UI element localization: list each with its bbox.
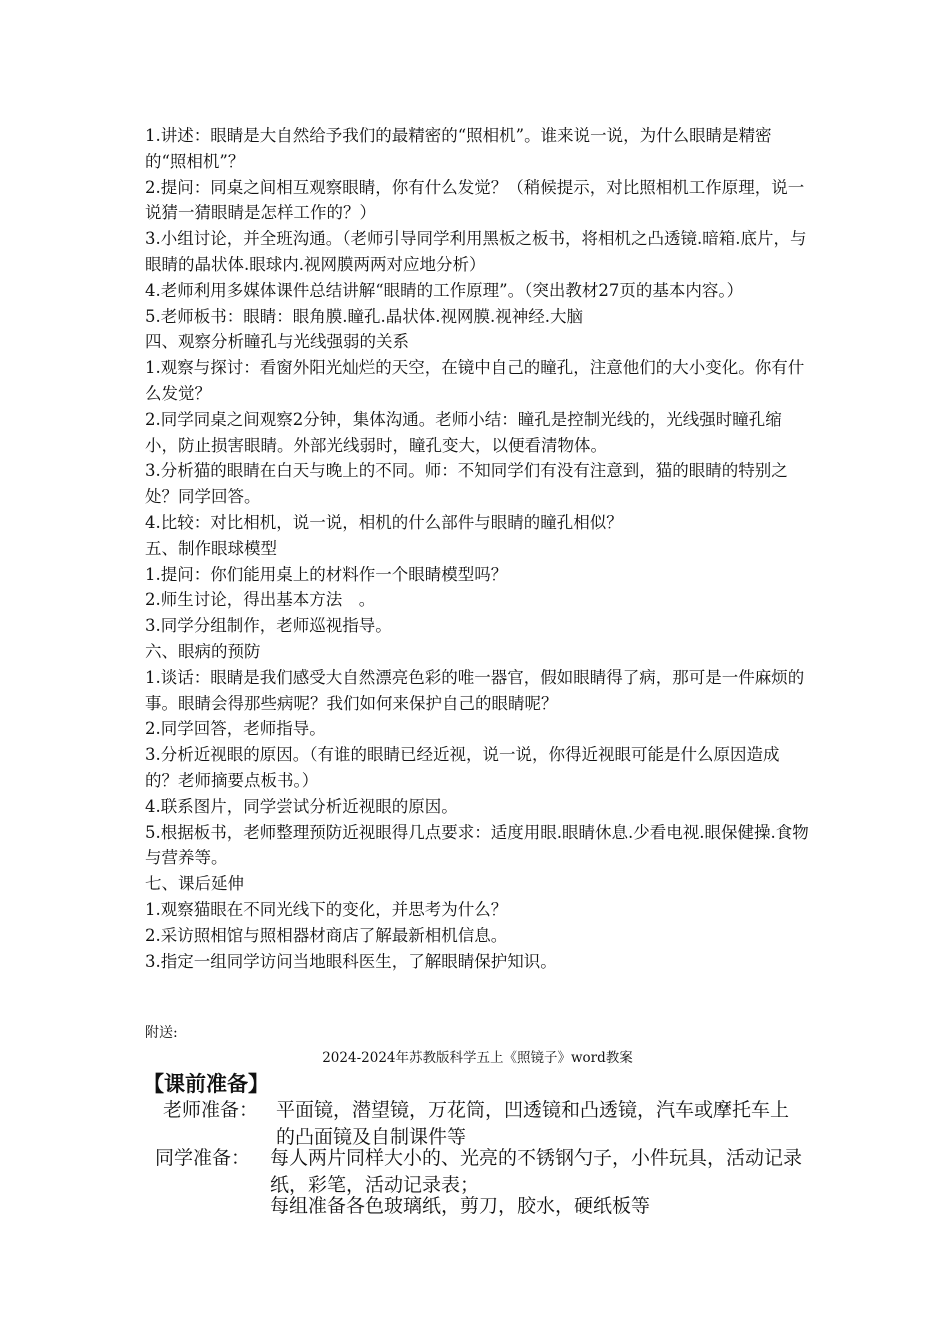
section-heading: 七、课后延伸 — [145, 874, 244, 894]
paragraph: 3.小组讨论，并全班沟通。（老师引导同学利用黑板之板书，将相机之凸透镜.暗箱.底片，与眼睛的晶状体.眼球内.视网膜两两对应地分析） — [145, 229, 807, 274]
paragraph: 3.同学分组制作，老师巡视指导。 — [145, 616, 392, 636]
paragraph: 3.分析猫的眼睛在白天与晚上的不同。师：不知同学们有没有注意到，猫的眼睛的特别之处？同学回答。 — [145, 461, 788, 507]
paragraph: 1.讲述：眼睛是大自然给予我们的最精密的“照相机”。谁来说一说，为什么眼睛是精密的“照相机”？ — [145, 126, 772, 171]
paragraph: 2.同学回答，老师指导。 — [145, 719, 326, 739]
paragraph: 1.谈话：眼睛是我们感受大自然漂亮色彩的唯一器官，假如眼睛得了病，那可是一件麻烦的事。眼睛会得那些病呢？我们如何来保护自己的眼睛呢？ — [145, 667, 805, 713]
attached-doc-title: 2024-2024年苏教版科学五上《照镜子》word教案 — [322, 1050, 633, 1066]
student-prep-label: 同学准备： — [155, 1147, 251, 1169]
paragraph: 5.老师板书：眼睛：眼角膜.瞳孔.晶状体.视网膜.视神经.大脑 — [145, 306, 583, 326]
student-prep-content: 每人两片同样大小的、光亮的不锈钢勺子，小件玩具，活动记录纸，彩笔，活动记录表； — [270, 1147, 803, 1196]
lesson-body — [145, 123, 810, 974]
attachment-label: 附送: — [145, 1025, 178, 1041]
paragraph: 4.比较：对比相机，说一说，相机的什么部件与眼睛的瞳孔相似？ — [145, 512, 623, 532]
prep-heading: 【课前准备】 — [143, 1072, 269, 1096]
paragraph: 4.老师利用多媒体课件总结讲解“眼睛的工作原理”。（突出教材27页的基本内容。） — [145, 280, 744, 300]
paragraph: 1.提问：你们能用桌上的材料作一个眼睛模型吗？ — [145, 564, 508, 584]
section-heading: 六、眼病的预防 — [145, 641, 261, 661]
paragraph: 5.根据板书，老师整理预防近视眼得几点要求：适度用眼.眼睛休息.少看电视.眼保健操.食物与营养等。 — [145, 822, 809, 868]
paragraph: 2.采访照相馆与照相器材商店了解最新相机信息。 — [145, 925, 508, 945]
teacher-prep-label: 老师准备： — [163, 1099, 259, 1121]
paragraph: 3.指定一组同学访问当地眼科医生，了解眼睛保护知识。 — [145, 951, 557, 971]
paragraph: 2.师生讨论，得出基本方法 。 — [145, 590, 376, 610]
section-heading: 五、制作眼球模型 — [145, 538, 277, 558]
section-heading: 四、观察分析瞳孔与光线强弱的关系 — [145, 332, 409, 352]
paragraph: 2.提问：同桌之间相互观察眼睛，你有什么发觉？（稍候提示，对比照相机工作原理，说一说猜一猜眼睛是怎样工作的？） — [145, 177, 805, 223]
teacher-prep-content: 平面镜，潜望镜，万花筒，凹透镜和凸透镜，汽车或摩托车上的凸面镜及自制课件等 — [276, 1099, 790, 1148]
paragraph: 3.分析近视眼的原因。（有谁的眼睛已经近视，说一说，你得近视眼可能是什么原因造成的？老师摘要点板书。） — [145, 745, 780, 790]
group-prep-content: 每组准备各色玻璃纸，剪刀，胶水，硬纸板等 — [270, 1195, 651, 1217]
paragraph: 1.观察与探讨：看窗外阳光灿烂的天空，在镜中自己的瞳孔，注意他们的大小变化。你有什么发觉？ — [145, 358, 805, 403]
paragraph: 2.同学同桌之间观察2分钟，集体沟通。老师小结：瞳孔是控制光线的，光线强时瞳孔缩小，防止损害眼睛。外部光线弱时，瞳孔变大，以便看清物体。 — [145, 409, 782, 455]
paragraph: 4.联系图片，同学尝试分析近视眼的原因。 — [145, 796, 458, 816]
paragraph: 1.观察猫眼在不同光线下的变化，并思考为什么？ — [145, 899, 508, 919]
